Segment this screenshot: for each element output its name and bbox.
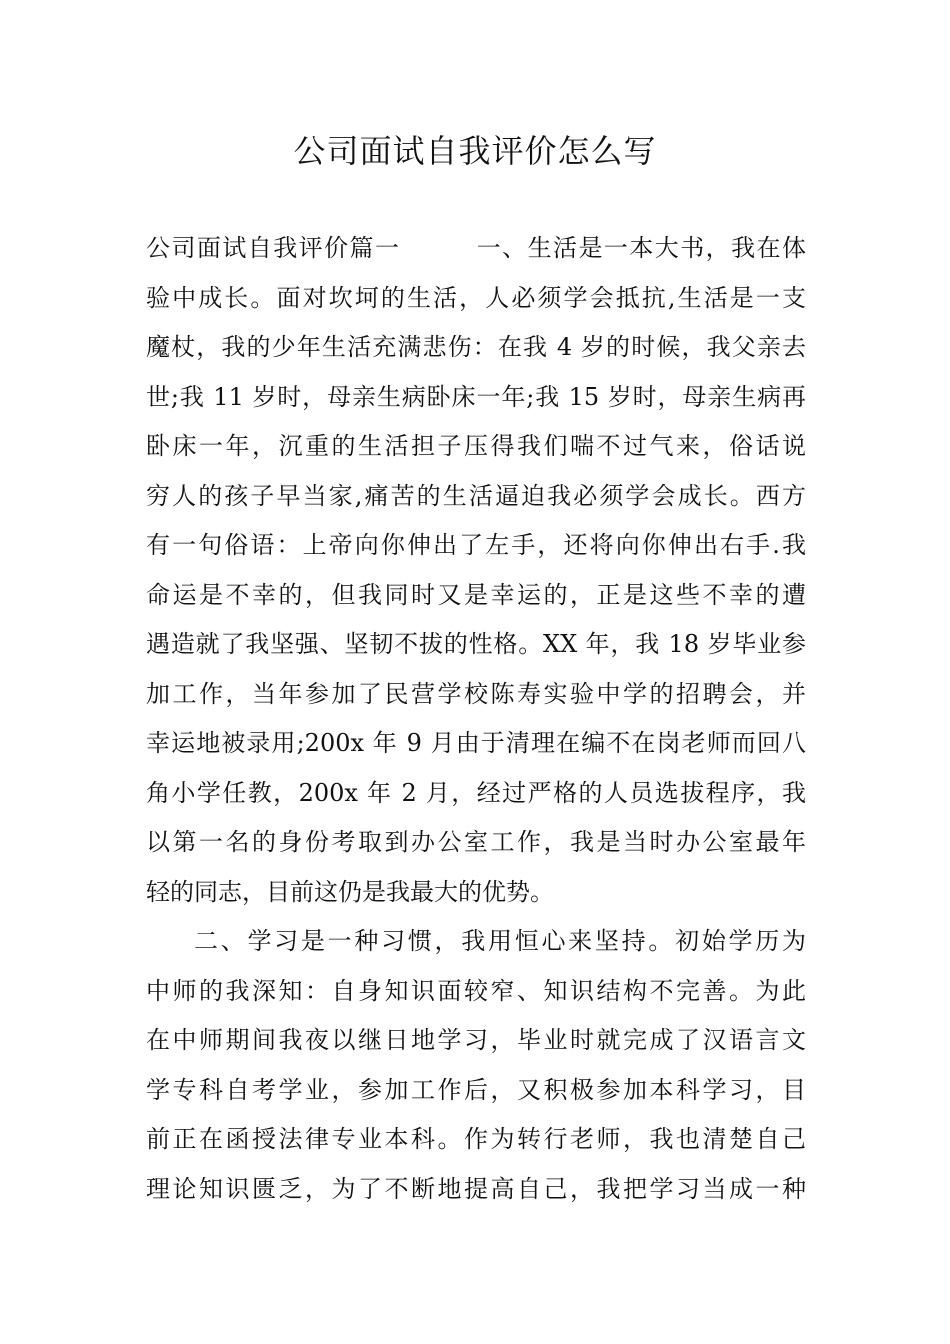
paragraph-2 <box>146 917 806 1214</box>
paragraph-line: 轻的同志，目前这仍是我最大的优势。 <box>146 877 554 906</box>
paragraph-line: 前正在函授法律专业本科。作为转行老师，我也清楚自己 <box>146 1125 806 1153</box>
paragraph-line: 在中师期间我夜以继日地学习，毕业时就完成了汉语言文 <box>146 1026 806 1054</box>
paragraph-line: 有一句俗语：上帝向你伸出了左手，还将向你伸出右手.我 <box>146 531 806 559</box>
paragraph-line: 穷人的孩子早当家,痛苦的生活逼迫我必须学会成长。西方 <box>146 481 806 510</box>
paragraph-1 <box>146 224 806 917</box>
paragraph-line: 幸运地被录用;200x 年 9 月由于清理在编不在岗老师而回八 <box>146 729 806 757</box>
paragraph-line: 角小学任教，200x 年 2 月，经过严格的人员选拔程序，我 <box>146 778 806 807</box>
paragraph-line: 魔杖，我的少年生活充满悲伤：在我 4 岁的时候，我父亲去 <box>146 333 806 361</box>
paragraph-line: 卧床一年，沉重的生活担子压得我们喘不过气来，俗话说 <box>146 432 806 460</box>
paragraph-line: 加工作，当年参加了民营学校陈寿实验中学的招聘会，并 <box>146 679 806 708</box>
paragraph-line: 验中成长。面对坎坷的生活，人必须学会抵抗,生活是一支 <box>146 283 806 312</box>
paragraph-line: 公司面试自我评价篇一 一、生活是一本大书，我在体 <box>146 234 806 262</box>
paragraph-line: 世;我 11 岁时，母亲生病卧床一年;我 15 岁时，母亲生病再 <box>146 382 806 411</box>
document-body <box>146 224 806 1214</box>
paragraph-line: 二、学习是一种习惯，我用恒心来坚持。初始学历为 <box>194 927 806 955</box>
paragraph-line: 理论知识匮乏，为了不断地提高自己，我把学习当成一种 <box>146 1174 806 1203</box>
paragraph-line: 遇造就了我坚强、坚韧不拔的性格。XX 年，我 18 岁毕业参 <box>146 630 806 658</box>
paragraph-line: 学专科自考学业，参加工作后，又积极参加本科学习，目 <box>146 1075 806 1104</box>
document-title: 公司面试自我评价怎么写 <box>293 132 657 170</box>
paragraph-line: 命运是不幸的，但我同时又是幸运的，正是这些不幸的遭 <box>146 580 806 609</box>
paragraph-line: 中师的我深知：自身知识面较窄、知识结构不完善。为此 <box>146 976 806 1005</box>
paragraph-line: 以第一名的身份考取到办公室工作，我是当时办公室最年 <box>146 828 806 856</box>
